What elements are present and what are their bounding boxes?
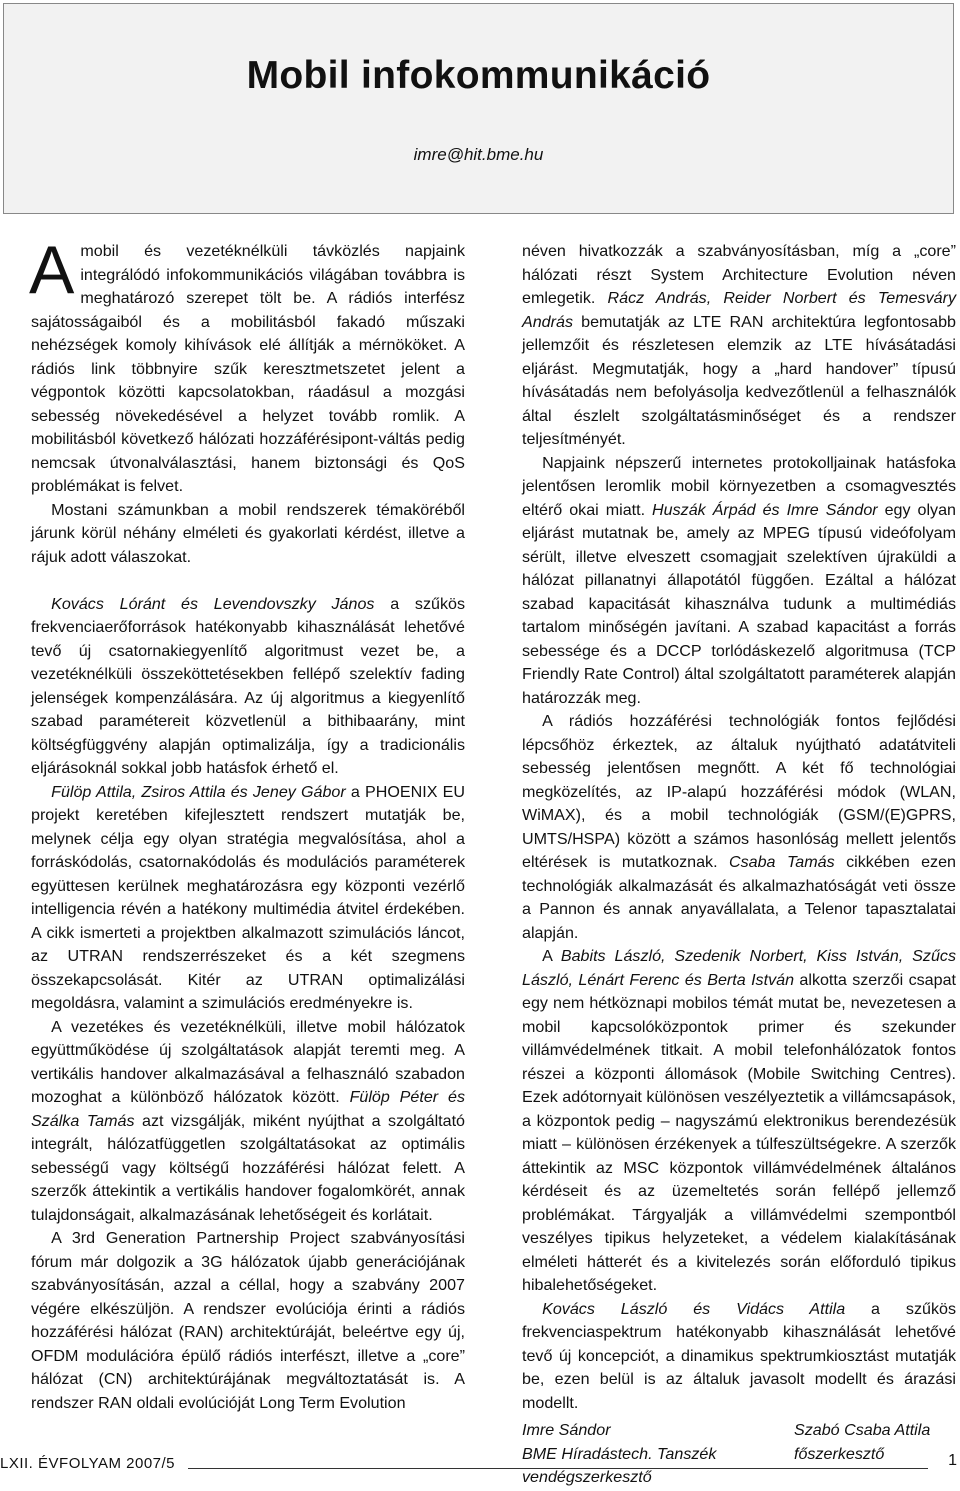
paragraph: Kovács László és Vidács Attila a szűkös frekvenciaspektrum hatékonyabb kihasználását lehetővé tevő új koncepciót, a dinamikus spektrumkiosztást mutatják be, ezen belül is az általuk javasolt modellt és árazási modellt. [522, 1299, 956, 1412]
guest-editor-role: vendégszerkesztő [522, 1468, 652, 1486]
paragraph: A rádiós hozzáférési technológiák fontos fejlődési lépcsőhöz érkeztek, az általuk nyújtható adatátviteli sebesség jelentősen megnőtt. A két fő technológiai megközelítés, az IP-alapú hozzáférési módok (WLAN, WiMAX), és a mobil technológiák (GSM/(E)GPRS, UMTS/HSPA) között a számos hasonlóság mellett jelentős eltérések is mutatkoznak. Csaba Tamás cikkében ezen technológiák alkalmazását és alkalmazhatóságát veti össze a Pannon és annak anyavállalata, a Telenor tapasztalatai alapján. [522, 712, 956, 942]
author-names: Fülöp Péter és Szálka Tamás [31, 1088, 465, 1130]
paragraph: A vezetékes és vezetéknélküli, illetve mobil hálózatok együttműködése új szolgáltatások alapját teremti meg. A vertikális handover alkalmazásával a felhasználó szabadon mozoghat a különböző hálózatok között. Fülöp Péter és Szálka Tamás azt vizsgálják, miként nyújthat a szolgáltató integrált, hálózatfüggetlen szolgáltatásokat az optimális sebességű vagy költségű hozzáférési hálózat felett. A szerzők áttekintik a vertikális handover fogalomkörét, annak tulajdonságait, alkalmazásának lehetőségeit és korlátait. [31, 1017, 465, 1224]
paragraph: A Babits László, Szedenik Norbert, Kiss István, Szűcs László, Lénárt Ferenc és Berta István alkotta szerzői csapat egy nem hétköznapi mobilos témát mutat be, nevezetesen a mobil kapcsolóközpontok primer és szekunder villámvédelmének titkait. A mobil telefonhálózatok fontos részei a központi állomások (Mobile Switching Centres). Ezek adótornyait különösen veszélyeztetik a villámcsapások, a központok pedig – nagyszámú elektronikus berendezésük miatt – különösen érzékenyek a túlfeszültségekre. A szerzők áttekintik az MSC központok villámvédelmének általános kérdéseit és az üzemeltetés során fellépő jellemző problémákat. Tárgyalják a villámvédelmi szempontból veszélyes tipikus helyzeteket, a védelem kialakításának elméleti hátterét és a kivitelezés során előforduló tipikus hibalehetőségeket. [522, 947, 956, 1294]
signature-block [522, 1419, 956, 1491]
author-email: imre@hit.bme.hu [413, 145, 544, 164]
volume-label: LXII. ÉVFOLYAM 2007/5 [0, 1455, 176, 1472]
paragraph: Napjaink népszerű internetes protokolljainak hatásfoka jelentősen leromlik mobil környezetben a csomagvesztés eltérő okai miatt. Huszák Árpád és Imre Sándor egy olyan eljárást mutatnak be, amely az MPEG típusú videófolyam sérült, illetve elveszett csomagjait szelektíven újraküldi a hálózat pillanatnyi állapotától függően. Ezáltal a hálózat szabad kapacitását kihasználva tudunk a multimédiás tartalom minőségén javítani. A szabad kapacitást a forrás sebessége és a DCCP torlódáskezelő algoritmusa (TCP Friendly Rate Control) által szolgáltatott paraméterek alapján határozzák meg. [522, 453, 956, 707]
author-names: Kovács Lóránt és Levendovszky János [51, 594, 375, 613]
author-names: Fülöp Attila, Zsiros Attila és Jeney Gábor [51, 782, 346, 801]
editor-in-chief-role: főszerkesztő [794, 1444, 885, 1463]
author-names: Babits László, Szedenik Norbert, Kiss István, Szűcs László, Lénárt Ferenc és Berta István [522, 947, 956, 989]
author-names: Kovács László és Vidács Attila [542, 1299, 846, 1318]
footer-rule [188, 1468, 928, 1469]
left-column [29, 232, 465, 1415]
guest-editor-name: Imre Sándor [522, 1421, 611, 1439]
paragraph: Kovács Lóránt és Levendovszky János a szűkös frekvenciaerőforrások hatékonyabb kihasználását lehetővé tevő új csatornakiegyenlítő algoritmust vezet be, a vezetéknélküli összeköttetésekben fellépő szelektív fading jelenségek kompenzálására. Az új algoritmus a kiegyenlítő szabad paramétereit közvetlenül a bithibaarány, mint költségfüggvény alapján optimalizálja, így a tradicionális eljárásoknál sokkal jobb hatásfok érhető el. [31, 594, 465, 777]
author-names: Huszák Árpád és Imre Sándor [652, 500, 878, 519]
header-box [3, 3, 954, 214]
paragraph: Mostani számunkban a mobil rendszerek témaköréből járunk körül néhány elméleti és gyakorlati kérdést, illetve a rájuk adott válaszokat. [31, 500, 465, 566]
page-number: 1 [948, 1452, 957, 1469]
intro-text: mobil és vezetéknélküli távközlés napjaink integrálódó infokommunikációs világában továbbra is meghatározó szerepet tölt be. A rádiós interfész sajátosságaiból és a mobilitásból fakadó műszaki nehézségek komoly kihívások elé állítják a mérnököket. A rádiós link többnyire szűk keresztmetszetet jelent a végpontok közötti kapcsolatokban, ráadásul a mozgási sebesség növekedésével a helyzet tovább romlik. A mobilitásból következő hálózati hozzáférésipont-váltás pedig nemcsak útvonalválasztási, hanem biztonsági és QoS problémákat is felvet. [31, 242, 465, 495]
author-names: Csaba Tamás [728, 853, 835, 871]
right-column [522, 240, 956, 1491]
drop-cap: A [29, 232, 75, 308]
editor-in-chief-name: Szabó Csaba Attila [794, 1421, 931, 1439]
paragraph: A 3rd Generation Partnership Project szabványosítási fórum már dolgozik a 3G hálózatok újabb generációjának szabványosításán, azzal a céllal, hogy a szabvány 2007 végére elkészüljön. A rendszer evolúciója érinti a rádiós hozzáférési hálózat (RAN) architektúráját, beleértve egy új, OFDM modulációra épülő rádiós interfészt, illetve a „core” hálózat (CN) architektúrájának megváltoztatását is. A rendszer RAN oldali evolúcióját Long Term Evolution [31, 1229, 465, 1412]
paragraph: néven hivatkozzák a szabványosításban, míg a „core” hálózati részt System Architecture Evolution néven emlegetik. Rácz András, Reider Norbert és Temesváry András bemutatják az LTE RAN architektúra legfontosabb jellemzőit és részletesen elemzik az LTE hívásátadási eljárást. Megmutatják, hogy a „hard handover” típusú hívásátadás nem befolyásolja kedvezőtlenül a felhasználók által észlelt szolgáltatásminőséget és a rendszer teljesítményét. [522, 242, 956, 448]
intro-paragraph [29, 232, 465, 499]
page-title: Mobil infokommunikáció [246, 54, 711, 97]
guest-editor-affiliation: BME Híradástech. Tanszék [522, 1444, 717, 1463]
paragraph: Fülöp Attila, Zsiros Attila és Jeney Gábor a PHOENIX EU projekt keretében kifejlesztett rendszert mutatják be, melynek célja egy olyan stratégia megvalósítása, ahol a forráskódolás, csatornakódolás és modulációs paraméterek együttesen kerülnek meghatározásra egy központi vezérlő intelligencia révén a hatékony multimédia átvitel érdekében. A cikk ismerteti a projektben alkalmazott szimulációs láncot, az UTRAN rendszerrészeket és a két szegmens összekapcsolását. Kitér az UTRAN optimalizálási megoldásra, valamint a szimulációs eredményekre is. [31, 782, 465, 1012]
author-names: Rácz András, Reider Norbert és Temesváry András [522, 289, 956, 331]
